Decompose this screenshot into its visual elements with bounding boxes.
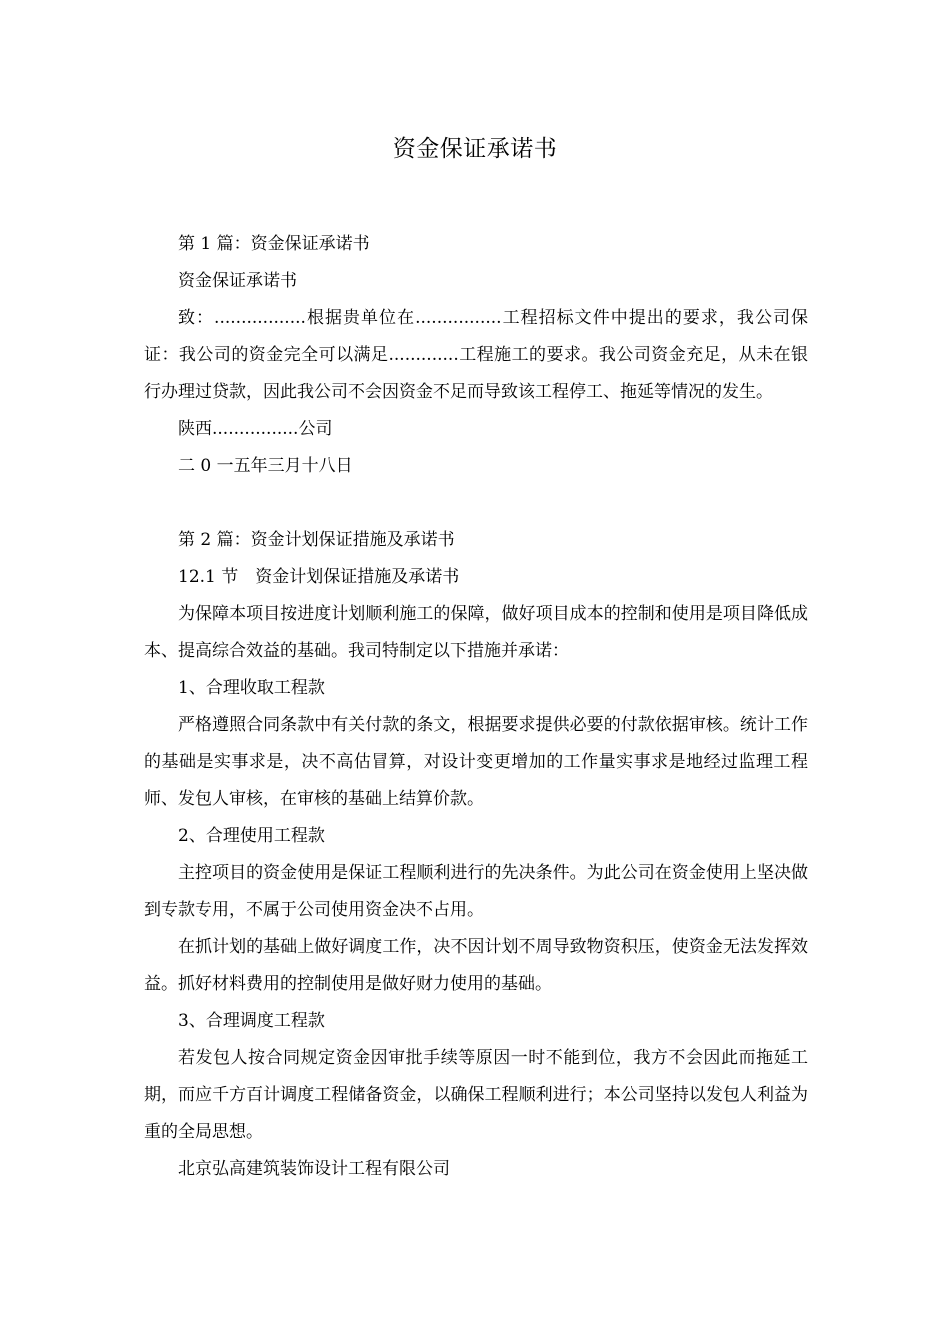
item-2-body-b: 在抓计划的基础上做好调度工作，决不因计划不周导致物资积压，使资金无法发挥效益。抓好材料费用的控制使用是做好财力使用的基础。 <box>144 937 808 994</box>
subsection-heading: 12.1 节 资金计划保证措施及承诺书 <box>178 567 460 587</box>
document-body <box>144 226 808 1188</box>
document-title: 资金保证承诺书 <box>392 136 558 162</box>
section-1-heading: 第 1 篇：资金保证承诺书 <box>178 234 370 254</box>
section-2-heading: 第 2 篇：资金计划保证措施及承诺书 <box>178 530 455 550</box>
item-1-body: 严格遵照合同条款中有关付款的条文，根据要求提供必要的付款依据审核。统计工作的基础是实事求是，决不高估冒算，对设计变更增加的工作量实事求是地经过监理工程师、发包人审核，在审核的基础上结算价款。 <box>144 715 808 809</box>
intro-paragraph: 为保障本项目按进度计划顺利施工的保障，做好项目成本的控制和使用是项目降低成本、提高综合效益的基础。我司特制定以下措施并承诺： <box>144 604 808 661</box>
company-signature: 北京弘高建筑装饰设计工程有限公司 <box>178 1159 450 1179</box>
letter-title: 资金保证承诺书 <box>178 271 297 291</box>
item-3-heading: 3、合理调度工程款 <box>178 1011 325 1031</box>
section-spacer <box>144 485 808 522</box>
item-3-body: 若发包人按合同规定资金因审批手续等原因一时不能到位，我方不会因此而拖延工期，而应千方百计调度工程储备资金，以确保工程顺利进行；本公司坚持以发包人利益为重的全局思想。 <box>144 1048 808 1142</box>
item-2-body-a: 主控项目的资金使用是保证工程顺利进行的先决条件。为此公司在资金使用上坚决做到专款专用，不属于公司使用资金决不占用。 <box>144 863 808 920</box>
item-1-heading: 1、合理收取工程款 <box>178 678 325 698</box>
letter-signature: 陕西................公司 <box>178 419 333 439</box>
letter-date: 二 0 一五年三月十八日 <box>178 456 353 476</box>
letter-body: 致：.................根据贵单位在................工程招标文件中提出的要求，我公司保证：我公司的资金完全可以满足.............工程施工的要求。我公司资金充足，从未在银行办理过贷款，因此我公司不会因资金不足而导致该工程停工、拖延等情况的发生。 <box>144 308 808 402</box>
item-2-heading: 2、合理使用工程款 <box>178 826 325 846</box>
